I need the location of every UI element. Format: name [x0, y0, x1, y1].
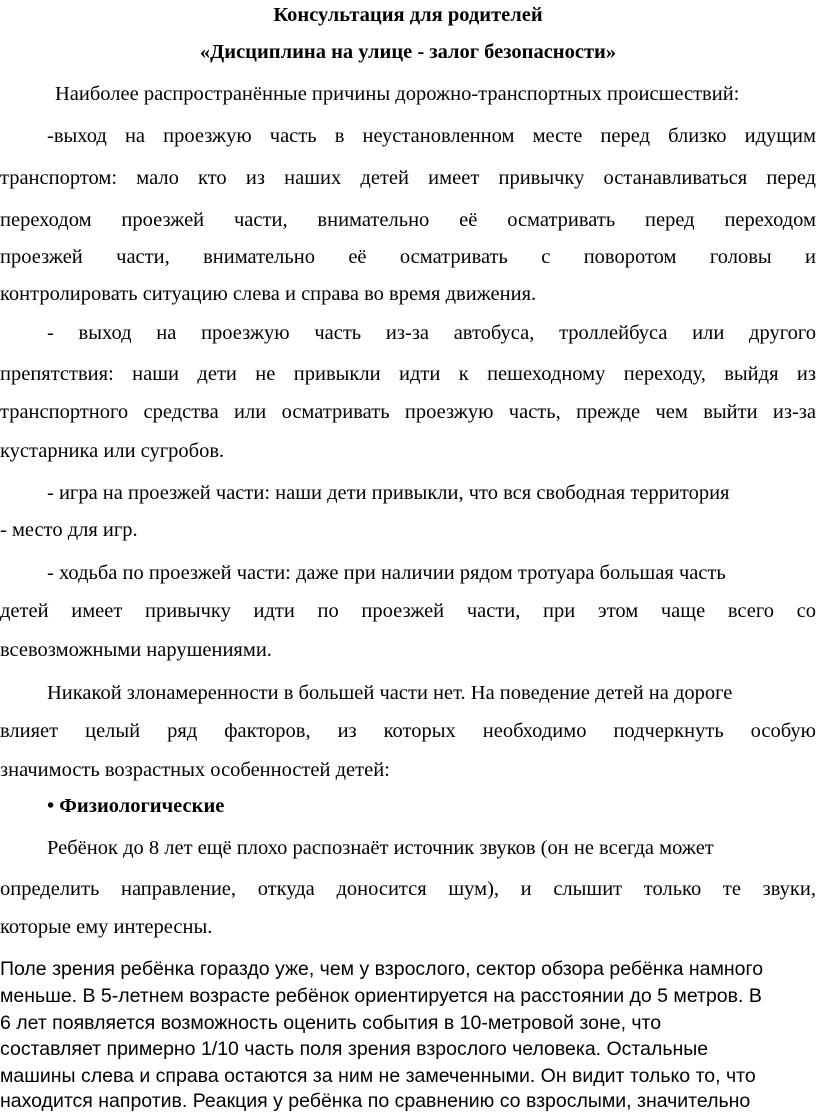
text-line: - место для игр. [0, 519, 138, 541]
text-line: Поле зрения ребёнка гораздо уже, чем у взрослого, сектор обзора ребёнка намного [0, 958, 764, 980]
text-line: - игра на проезжей части: наши дети привыкли, что вся свободная территория [47, 482, 730, 504]
text-line: Наиболее распространённые причины дорожно-транспортных происшествий: [55, 83, 740, 105]
text-line: меньше. В 5-летнем возрасте ребёнок ориентируется на расстоянии до 5 метров. В [0, 985, 762, 1007]
text-line: определить направление, откуда доносится шум), и слышит только те звуки, [0, 878, 816, 900]
text-line: всевозможными нарушениями. [0, 639, 272, 661]
text-line: детей имеет привычку идти по проезжей части, при этом чаще всего со [0, 600, 816, 622]
section-heading: • Физиологические [47, 795, 225, 817]
text-line: - ходьба по проезжей части: даже при наличии рядом тротуара большая часть [47, 562, 726, 584]
document-title: Консультация для родителей [273, 4, 543, 26]
text-line: машины слева и справа остаются за ним не замеченными. Он видит только то, что [0, 1065, 756, 1087]
text-line: составляет примерно 1/10 часть поля зрения взрослого человека. Остальные [0, 1038, 709, 1060]
document-subtitle: «Дисциплина на улице - залог безопасности» [199, 41, 617, 63]
text-line: значимость возрастных особенностей детей: [0, 759, 390, 781]
text-line: Никакой злонамеренности в большей части нет. На поведение детей на дороге [47, 682, 733, 704]
text-line: -выход на проезжую часть в неустановленном месте перед близко идущим [47, 125, 816, 147]
text-line: Ребёнок до 8 лет ещё плохо распознаёт источник звуков (он не всегда может [47, 837, 714, 859]
text-line: влияет целый ряд факторов, из которых необходимо подчеркнуть особую [0, 720, 816, 742]
text-line: проезжей части, внимательно её осматривать с поворотом головы и [0, 246, 816, 268]
text-line: контролировать ситуацию слева и справа во время движения. [0, 283, 537, 305]
text-line: транспортного средства или осматривать проезжую часть, прежде чем выйти из-за [0, 401, 816, 423]
text-line: которые ему интересны. [0, 916, 213, 938]
text-line: переходом проезжей части, внимательно её осматривать перед переходом [0, 209, 816, 231]
text-line: транспортом: мало кто из наших детей имеет привычку останавливаться перед [0, 167, 816, 189]
text-line: кустарника или сугробов. [0, 440, 225, 462]
text-line: препятствия: наши дети не привыкли идти к пешеходному переходу, выйдя из [0, 363, 816, 385]
text-line: находится напротив. Реакция у ребёнка по сравнению со взрослыми, значительно [0, 1090, 751, 1112]
text-line: - выход на проезжую часть из-за автобуса, троллейбуса или другого [47, 322, 816, 344]
text-line: 6 лет появляется возможность оценить события в 10-метровой зоне, что [0, 1012, 662, 1034]
